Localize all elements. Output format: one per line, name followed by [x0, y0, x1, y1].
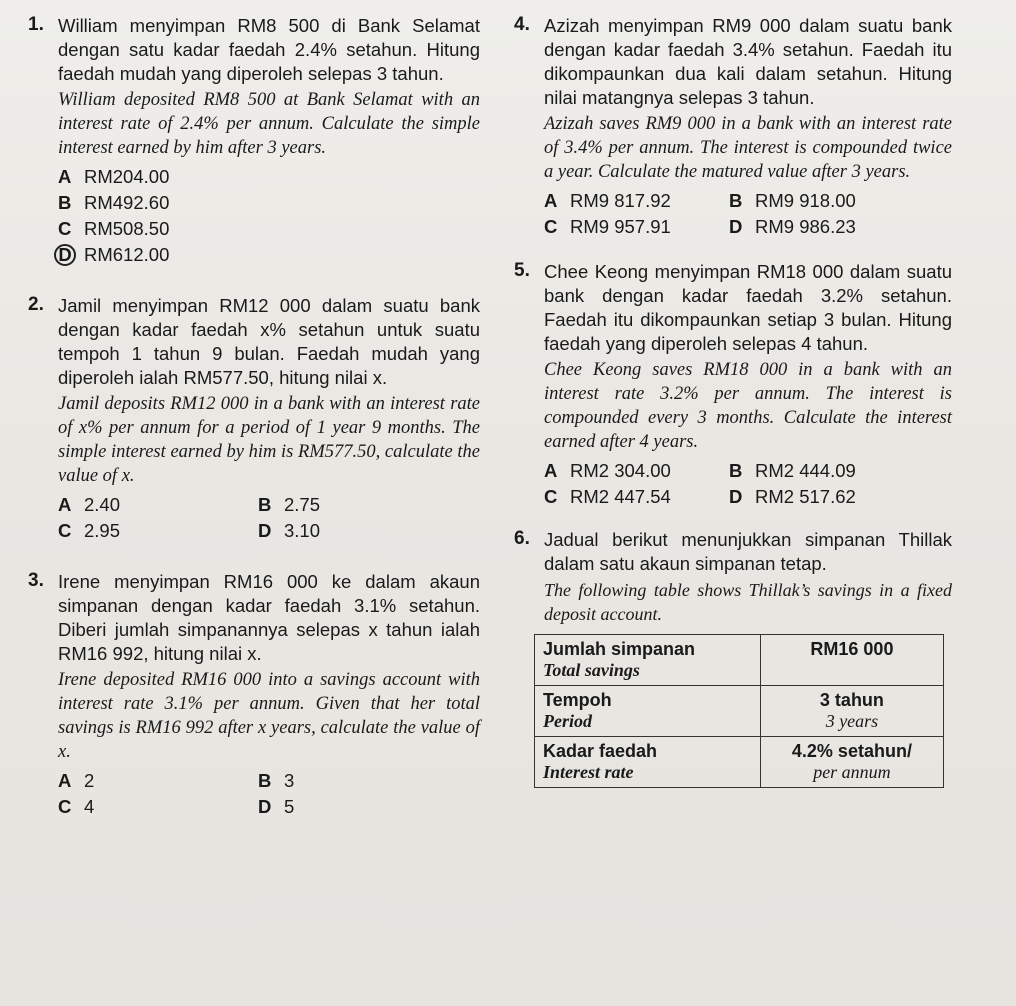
row-value-malay: 4.2% setahun/: [791, 741, 912, 761]
row-label-malay: Jumlah simpanan: [543, 639, 696, 659]
option-a[interactable]: A 2: [58, 770, 95, 791]
question-text-malay: Jadual berikut menunjukkan simpanan Thillak dalam satu akaun simpanan tetap.: [544, 529, 952, 574]
option-a[interactable]: A RM2 304.00: [544, 460, 671, 481]
question-text-malay: Azizah menyimpan RM9 000 dalam suatu bank dengan kadar faedah 3.4% setahun. Faedah itu dikompaunkan dua kali dalam setahun. Hitung nilai matangnya selepas 3 tahun.: [544, 15, 952, 108]
question-text-english: Irene deposited RM16 000 into a savings account with interest rate 3.1% per annum. Given that her total savings is RM16 992 after x years, calculate the value of x.: [58, 670, 480, 762]
answer-options: [58, 768, 480, 820]
question-text-english: Azizah saves RM9 000 in a bank with an interest rate of 3.4% per annum. The interest is compounded twice a year. Calculate the matured value after 3 years.: [544, 114, 952, 182]
option-b[interactable]: B RM9 918.00: [729, 190, 856, 211]
option-a[interactable]: A RM204.00: [58, 166, 170, 187]
question-text-malay: William menyimpan RM8 500 di Bank Selamat dengan satu kadar faedah 2.4% setahun. Hitung faedah mudah yang diperoleh selepas 3 tahun.: [58, 15, 480, 84]
row-value-malay: 3 tahun: [819, 690, 884, 710]
row-label-english: Interest rate: [543, 762, 634, 782]
table-row: [535, 635, 944, 686]
question-text-malay: Chee Keong menyimpan RM18 000 dalam suatu bank dengan kadar faedah 3.2% setahun. Faedah itu dikompaunkan setiap 3 bulan. Hitung faedah yang diperoleh selepas 4 tahun.: [544, 261, 952, 354]
question-number: 3.: [28, 570, 44, 591]
question-4: [514, 14, 952, 240]
answer-options: [544, 458, 952, 510]
question-1: [28, 14, 480, 268]
table-row: [535, 737, 944, 788]
option-d[interactable]: D RM9 986.23: [729, 216, 856, 237]
question-number: 2.: [28, 294, 44, 315]
question-5: [514, 260, 952, 510]
question-text-english: William deposited RM8 500 at Bank Selamat with an interest rate of 2.4% per annum. Calculate the simple interest earned by him after 3 years.: [58, 90, 480, 158]
row-label-english: Total savings: [543, 660, 640, 680]
row-value-malay: RM16 000: [810, 639, 894, 659]
option-d[interactable]: D 3.10: [258, 520, 321, 541]
question-number: 4.: [514, 14, 530, 35]
option-b[interactable]: B RM2 444.09: [729, 460, 856, 481]
row-value-english: per annum: [813, 762, 891, 782]
option-c[interactable]: C 2.95: [58, 520, 121, 541]
question-text-english: Chee Keong saves RM18 000 in a bank with an interest rate 3.2% per annum. The interest is compounded every 3 months. Calculate the interest earned after 4 years.: [544, 360, 952, 452]
option-d[interactable]: D RM612.00: [58, 242, 358, 268]
row-label-english: Period: [543, 711, 592, 731]
column-middle: [514, 14, 952, 802]
question-text-malay: Irene menyimpan RM16 000 ke dalam akaun simpanan dengan kadar faedah 3.1% setahun. Diberi jumlah simpanannya selepas x tahun ialah RM16 992, hitung nilai x.: [58, 571, 480, 664]
question-number: 6.: [514, 528, 530, 549]
answer-options: [544, 188, 952, 240]
option-b[interactable]: B 3: [258, 770, 295, 791]
savings-table: [534, 634, 944, 788]
question-6: [514, 528, 952, 788]
option-b[interactable]: B 2.75: [258, 494, 321, 515]
question-2: [28, 294, 480, 544]
question-text-english: Jamil deposits RM12 000 in a bank with an interest rate of x% per annum for a period of 1 year 9 months. The simple interest earned by him is RM577.50, calculate the value of x.: [58, 394, 480, 486]
question-text-malay: Jamil menyimpan RM12 000 dalam suatu bank dengan kadar faedah x% setahun untuk suatu tempoh 1 tahun 9 bulan. Faedah mudah yang diperoleh ialah RM577.50, hitung nilai x.: [58, 295, 480, 388]
option-d[interactable]: D RM2 517.62: [729, 486, 856, 507]
row-label-malay: Kadar faedah: [543, 741, 658, 761]
column-left: [28, 14, 480, 834]
option-b[interactable]: B RM492.60: [58, 192, 170, 213]
option-a[interactable]: A 2.40: [58, 494, 121, 515]
circled-answer-mark: D: [54, 244, 76, 266]
row-value-english: 3 years: [825, 711, 879, 731]
option-d[interactable]: D 5: [258, 796, 295, 817]
option-c[interactable]: C 4: [58, 796, 95, 817]
question-number: 1.: [28, 14, 44, 35]
answer-options: [58, 492, 480, 544]
option-c[interactable]: C RM2 447.54: [544, 486, 671, 507]
question-3: [28, 570, 480, 820]
option-c[interactable]: C RM9 957.91: [544, 216, 671, 237]
option-c[interactable]: C RM508.50: [58, 218, 170, 239]
question-text-english: The following table shows Thillak’s savings in a fixed deposit account.: [544, 580, 952, 624]
option-a[interactable]: A RM9 817.92: [544, 190, 671, 211]
answer-options: [58, 164, 480, 268]
table-row: [535, 686, 944, 737]
question-number: 5.: [514, 260, 530, 281]
row-label-malay: Tempoh: [543, 690, 612, 710]
